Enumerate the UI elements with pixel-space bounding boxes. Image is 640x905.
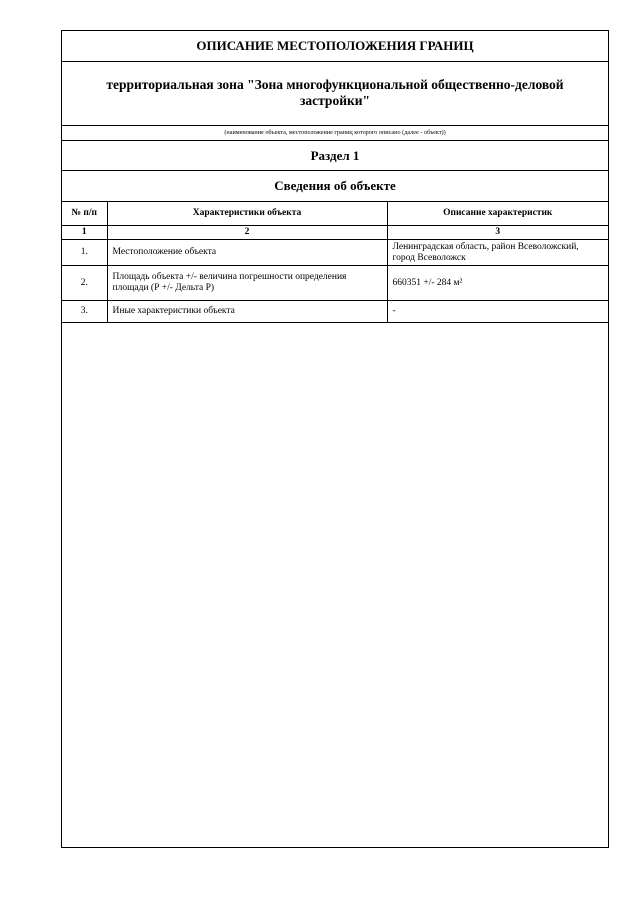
- row-characteristic: Иные характеристики объекта: [107, 301, 387, 323]
- document-title: ОПИСАНИЕ МЕСТОПОЛОЖЕНИЯ ГРАНИЦ: [196, 38, 474, 53]
- row-description: Ленинградская область, район Всеволожский, город Всеволожск: [387, 240, 608, 266]
- document-frame: [61, 30, 609, 848]
- col-number: 3: [387, 226, 608, 240]
- column-number-row: [62, 226, 608, 240]
- document-subject: территориальная зона "Зона многофункциональной общественно-деловой застройки": [106, 77, 564, 108]
- row-number: 3.: [62, 301, 107, 323]
- row-characteristic: Местоположение объекта: [107, 240, 387, 266]
- col-header-characteristic: Характеристики объекта: [107, 202, 387, 226]
- col-number: 1: [62, 226, 107, 240]
- subject-note: (наименование объекта, местоположение границ которого описано (далее - объект)): [224, 129, 446, 136]
- object-info-title: Сведения об объекте: [274, 177, 396, 193]
- table-header-row: [62, 202, 608, 226]
- row-characteristic: Площадь объекта +/- величина погрешности определения площади (Р +/- Дельта Р): [107, 266, 387, 301]
- table-row: [62, 301, 608, 323]
- row-number: 2.: [62, 266, 107, 301]
- row-description: 660351 +/- 284 м²: [387, 266, 608, 301]
- row-description: -: [387, 301, 608, 323]
- characteristics-table: [62, 201, 608, 323]
- section-title: Раздел 1: [310, 147, 360, 163]
- table-row: [62, 240, 608, 266]
- col-number: 2: [107, 226, 387, 240]
- col-header-description: Описание характеристик: [387, 202, 608, 226]
- table-row: [62, 266, 608, 301]
- col-header-num: № п/п: [62, 202, 107, 226]
- row-number: 1.: [62, 240, 107, 266]
